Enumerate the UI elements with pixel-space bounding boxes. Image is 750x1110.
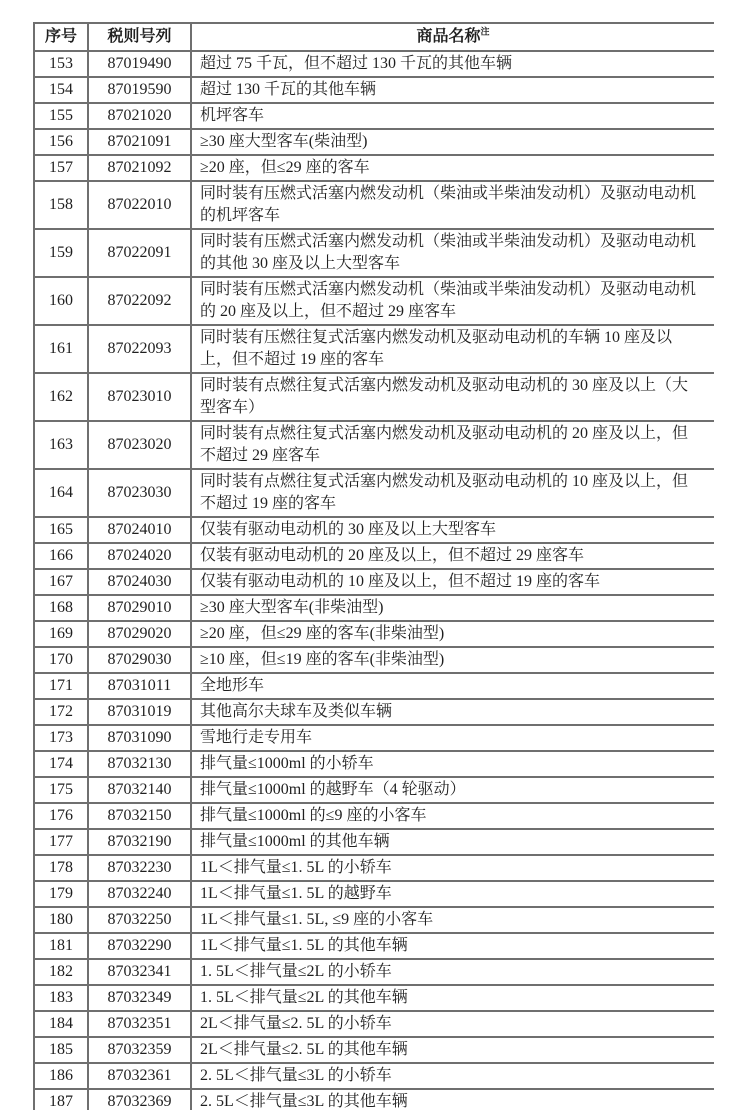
table-row: [34, 517, 714, 543]
tariff-code-cell: 87024010: [88, 517, 191, 543]
tariff-code-cell: 87021092: [88, 155, 191, 181]
product-name-cell: 全地形车: [191, 673, 714, 699]
product-name-cell: 雪地行走专用车: [191, 725, 714, 751]
product-name-cell: 同时装有压燃式活塞内燃发动机（柴油或半柴油发动机）及驱动电动机的其他 30 座及以上大型客车: [191, 229, 714, 277]
product-name-cell: 超过 130 千瓦的其他车辆: [191, 77, 714, 103]
serial-cell: 186: [34, 1063, 88, 1089]
tariff-code-cell: 87032150: [88, 803, 191, 829]
tariff-table: [33, 22, 714, 1110]
tariff-code-cell: 87031011: [88, 673, 191, 699]
table-row: [34, 77, 714, 103]
product-name-cell: 排气量≤1000ml 的其他车辆: [191, 829, 714, 855]
product-name-cell: 同时装有压燃式活塞内燃发动机（柴油或半柴油发动机）及驱动电动机的 20 座及以上，但不超过 29 座客车: [191, 277, 714, 325]
table-row: [34, 1089, 714, 1110]
product-name-cell: 2. 5L＜排气量≤3L 的其他车辆: [191, 1089, 714, 1110]
tariff-code-cell: 87021020: [88, 103, 191, 129]
serial-cell: 175: [34, 777, 88, 803]
tariff-code-cell: 87022093: [88, 325, 191, 373]
tariff-code-cell: 87023010: [88, 373, 191, 421]
product-name-cell: ≥20 座，但≤29 座的客车(非柴油型): [191, 621, 714, 647]
product-name-cell: ≥30 座大型客车(柴油型): [191, 129, 714, 155]
tariff-code-cell: 87021091: [88, 129, 191, 155]
table-header-row: [34, 23, 714, 51]
serial-cell: 185: [34, 1037, 88, 1063]
tariff-code-cell: 87029020: [88, 621, 191, 647]
product-name-cell: 2. 5L＜排气量≤3L 的小轿车: [191, 1063, 714, 1089]
table-row: [34, 959, 714, 985]
tariff-code-cell: 87032351: [88, 1011, 191, 1037]
serial-cell: 170: [34, 647, 88, 673]
table-row: [34, 181, 714, 229]
table-row: [34, 881, 714, 907]
product-name-cell: 仅装有驱动电动机的 20 座及以上，但不超过 29 座客车: [191, 543, 714, 569]
serial-cell: 176: [34, 803, 88, 829]
product-name-cell: 1L＜排气量≤1. 5L 的越野车: [191, 881, 714, 907]
product-name-cell: 排气量≤1000ml 的越野车（4 轮驱动）: [191, 777, 714, 803]
column-header-product-name-label: 商品名称: [416, 28, 481, 45]
table-row: [34, 1063, 714, 1089]
table-row: [34, 803, 714, 829]
serial-cell: 174: [34, 751, 88, 777]
column-header-product-name: [191, 23, 714, 51]
product-name-cell: 仅装有驱动电动机的 30 座及以上大型客车: [191, 517, 714, 543]
product-name-cell: 其他高尔夫球车及类似车辆: [191, 699, 714, 725]
serial-cell: 158: [34, 181, 88, 229]
serial-cell: 171: [34, 673, 88, 699]
table-row: [34, 277, 714, 325]
product-name-cell: 1L＜排气量≤1. 5L 的小轿车: [191, 855, 714, 881]
serial-cell: 153: [34, 51, 88, 77]
product-name-cell: 超过 75 千瓦，但不超过 130 千瓦的其他车辆: [191, 51, 714, 77]
serial-cell: 178: [34, 855, 88, 881]
product-name-cell: 机坪客车: [191, 103, 714, 129]
product-name-cell: 同时装有点燃往复式活塞内燃发动机及驱动电动机的 30 座及以上（大型客车）: [191, 373, 714, 421]
tariff-code-cell: 87031090: [88, 725, 191, 751]
tariff-code-cell: 87029010: [88, 595, 191, 621]
serial-cell: 154: [34, 77, 88, 103]
serial-cell: 163: [34, 421, 88, 469]
serial-cell: 172: [34, 699, 88, 725]
serial-cell: 157: [34, 155, 88, 181]
tariff-code-cell: 87024030: [88, 569, 191, 595]
product-name-cell: 仅装有驱动电动机的 10 座及以上，但不超过 19 座的客车: [191, 569, 714, 595]
tariff-code-cell: 87032369: [88, 1089, 191, 1110]
tariff-code-cell: 87032140: [88, 777, 191, 803]
serial-cell: 156: [34, 129, 88, 155]
serial-cell: 164: [34, 469, 88, 517]
column-header-tariff-code: 税则号列: [88, 23, 191, 51]
table-row: [34, 325, 714, 373]
tariff-code-cell: 87022091: [88, 229, 191, 277]
tariff-code-cell: 87032130: [88, 751, 191, 777]
serial-cell: 165: [34, 517, 88, 543]
table-row: [34, 543, 714, 569]
table-row: [34, 373, 714, 421]
table-row: [34, 673, 714, 699]
tariff-code-cell: 87022010: [88, 181, 191, 229]
product-name-cell: ≥20 座，但≤29 座的客车: [191, 155, 714, 181]
product-name-cell: 1L＜排气量≤1. 5L 的其他车辆: [191, 933, 714, 959]
table-row: [34, 933, 714, 959]
serial-cell: 181: [34, 933, 88, 959]
table-row: [34, 103, 714, 129]
table-row: [34, 1011, 714, 1037]
tariff-code-cell: 87019590: [88, 77, 191, 103]
serial-cell: 167: [34, 569, 88, 595]
header-note-superscript: 注: [480, 26, 490, 37]
table-row: [34, 855, 714, 881]
table-row: [34, 829, 714, 855]
table-row: [34, 777, 714, 803]
product-name-cell: 同时装有压燃式活塞内燃发动机（柴油或半柴油发动机）及驱动电动机的机坪客车: [191, 181, 714, 229]
serial-cell: 183: [34, 985, 88, 1011]
tariff-code-cell: 87032361: [88, 1063, 191, 1089]
table-row: [34, 621, 714, 647]
table-row: [34, 907, 714, 933]
table-row: [34, 229, 714, 277]
tariff-code-cell: 87032359: [88, 1037, 191, 1063]
table-row: [34, 469, 714, 517]
serial-cell: 159: [34, 229, 88, 277]
product-name-cell: 排气量≤1000ml 的≤9 座的小客车: [191, 803, 714, 829]
tariff-code-cell: 87023030: [88, 469, 191, 517]
table-row: [34, 595, 714, 621]
tariff-code-cell: 87032290: [88, 933, 191, 959]
serial-cell: 173: [34, 725, 88, 751]
serial-cell: 160: [34, 277, 88, 325]
tariff-code-cell: 87019490: [88, 51, 191, 77]
product-name-cell: 2L＜排气量≤2. 5L 的其他车辆: [191, 1037, 714, 1063]
serial-cell: 168: [34, 595, 88, 621]
product-name-cell: 同时装有点燃往复式活塞内燃发动机及驱动电动机的 10 座及以上，但不超过 19 座的客车: [191, 469, 714, 517]
serial-cell: 161: [34, 325, 88, 373]
serial-cell: 179: [34, 881, 88, 907]
table-row: [34, 155, 714, 181]
tariff-code-cell: 87032250: [88, 907, 191, 933]
tariff-code-cell: 87022092: [88, 277, 191, 325]
table-row: [34, 725, 714, 751]
table-row: [34, 1037, 714, 1063]
tariff-code-cell: 87023020: [88, 421, 191, 469]
product-name-cell: 排气量≤1000ml 的小轿车: [191, 751, 714, 777]
serial-cell: 184: [34, 1011, 88, 1037]
serial-cell: 162: [34, 373, 88, 421]
table-body: [34, 51, 714, 1110]
product-name-cell: ≥30 座大型客车(非柴油型): [191, 595, 714, 621]
table-row: [34, 129, 714, 155]
tariff-code-cell: 87029030: [88, 647, 191, 673]
serial-cell: 166: [34, 543, 88, 569]
product-name-cell: 同时装有压燃往复式活塞内燃发动机及驱动电动机的车辆 10 座及以上，但不超过 19 座的客车: [191, 325, 714, 373]
serial-cell: 182: [34, 959, 88, 985]
table-row: [34, 985, 714, 1011]
table-row: [34, 699, 714, 725]
serial-cell: 180: [34, 907, 88, 933]
serial-cell: 187: [34, 1089, 88, 1110]
product-name-cell: 1. 5L＜排气量≤2L 的小轿车: [191, 959, 714, 985]
column-header-serial: 序号: [34, 23, 88, 51]
serial-cell: 169: [34, 621, 88, 647]
product-name-cell: 1. 5L＜排气量≤2L 的其他车辆: [191, 985, 714, 1011]
tariff-code-cell: 87032230: [88, 855, 191, 881]
table-row: [34, 569, 714, 595]
serial-cell: 177: [34, 829, 88, 855]
table-row: [34, 51, 714, 77]
product-name-cell: 2L＜排气量≤2. 5L 的小轿车: [191, 1011, 714, 1037]
product-name-cell: 1L＜排气量≤1. 5L, ≤9 座的小客车: [191, 907, 714, 933]
product-name-cell: ≥10 座，但≤19 座的客车(非柴油型): [191, 647, 714, 673]
tariff-code-cell: 87032190: [88, 829, 191, 855]
tariff-code-cell: 87024020: [88, 543, 191, 569]
table-row: [34, 647, 714, 673]
tariff-code-cell: 87032349: [88, 985, 191, 1011]
tariff-code-cell: 87032341: [88, 959, 191, 985]
product-name-cell: 同时装有点燃往复式活塞内燃发动机及驱动电动机的 20 座及以上，但不超过 29 座客车: [191, 421, 714, 469]
serial-cell: 155: [34, 103, 88, 129]
tariff-code-cell: 87032240: [88, 881, 191, 907]
tariff-code-cell: 87031019: [88, 699, 191, 725]
table-row: [34, 421, 714, 469]
table-row: [34, 751, 714, 777]
